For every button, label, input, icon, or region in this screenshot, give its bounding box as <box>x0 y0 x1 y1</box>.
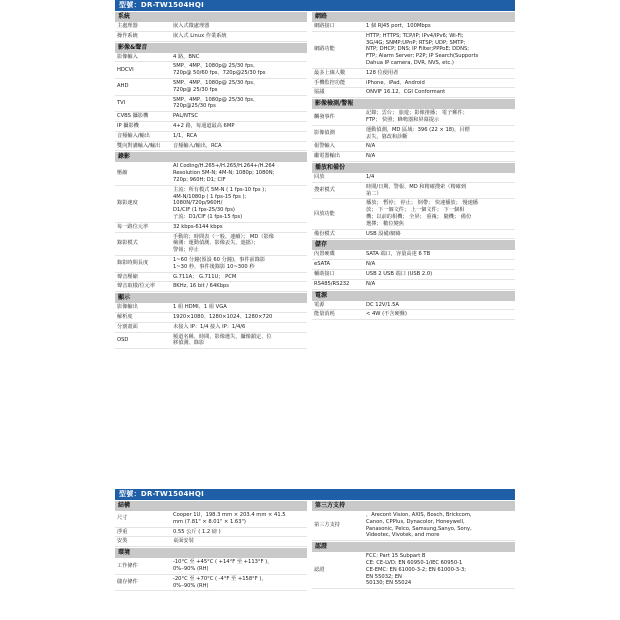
spec-label: 網路功能 <box>314 46 335 53</box>
spec-value: 桌面安裝 <box>173 538 194 545</box>
section-header: 儲存 <box>312 240 515 250</box>
spec-value: G.711A； G.711U； PCM <box>173 273 237 280</box>
spec-value: 1920×1080、1280×1024、1280×720 <box>173 313 273 320</box>
spec-value: N/A <box>366 153 376 160</box>
model-title-bar: 型號：DR-TW1504HQI <box>115 0 515 11</box>
spec-value: ONVIF 16.12、CGI Conformant <box>366 89 446 96</box>
spec-label: 能量消耗 <box>314 311 335 318</box>
spec-sheet-upper <box>115 0 515 347</box>
spec-row <box>115 132 307 142</box>
spec-row <box>312 270 515 280</box>
spec-label: 錄影時間長度 <box>117 260 149 267</box>
spec-label: OSD <box>117 336 129 343</box>
spec-row <box>115 323 307 333</box>
spec-value: 播放； 暫停； 停止； 倒帶； 快速播放； 慢速播 放； 下一個文件； 上一個文件； 下一個相 機；以前的相機； 全屏； 重複； 隨機； 備份 選擇； 數位變焦 <box>366 200 478 227</box>
spec-column-left <box>115 11 307 349</box>
spec-value: 5MP、4MP、1080p@ 25/30 fps、 720p@25/30 fps <box>173 96 259 110</box>
spec-row <box>312 88 515 98</box>
spec-row <box>115 511 307 528</box>
spec-value: DC 12V/1.5A <box>366 301 399 308</box>
spec-column-right <box>312 500 515 589</box>
spec-value: ，Arecont Vision, AXIS, Bosch, Brickcom, Canon, CPPlus, Dynacolor, Honeywell, Panasonic, Pelco, Samsung,Sanyo, Sony, Videotec, Vivotek, and more <box>366 512 472 539</box>
spec-value: AI Coding/H.265+/H.265/H.264+/H.264 Resolution 5M-N; 4M-N; 1080p; 1080N; 720p; 960H; D1; CIF <box>173 163 275 183</box>
spec-row <box>115 303 307 313</box>
spec-row <box>115 112 307 122</box>
spec-row <box>115 558 307 575</box>
spec-row <box>312 310 515 320</box>
spec-label: IP 攝影機 <box>117 122 139 129</box>
spec-row <box>115 32 307 42</box>
spec-label: 安裝 <box>117 538 128 545</box>
spec-label: AHD <box>117 83 129 90</box>
spec-row <box>115 96 307 113</box>
spec-label: 影像輸入 <box>117 53 138 60</box>
spec-value: 音頻輸入/輸出，RCA <box>173 142 222 149</box>
spec-value: USB 2 USB 端口 (USB 2.0) <box>366 270 433 277</box>
spec-row <box>312 32 515 69</box>
spec-row <box>115 62 307 79</box>
spec-value: 1 組 HDMI、1 組 VGA <box>173 304 227 311</box>
spec-value: 5MP、4MP、1080p@ 25/30 fps、 720p@ 25/30 fps <box>173 79 259 93</box>
spec-row <box>115 233 307 256</box>
section-header: 系統 <box>115 12 307 22</box>
spec-value: 運動偵測，MD 區域：396 (22 × 18)，目標 丟失，篡改和診斷 <box>366 126 470 140</box>
spec-label: 認證 <box>314 566 325 573</box>
spec-row <box>115 537 307 547</box>
spec-value: 1/1，RCA <box>173 132 198 139</box>
spec-value: -10°C 至 +45°C ( +14°F 至 +113°F )， 0%–90% (RH) <box>173 559 273 572</box>
spec-value: 4+2 路，每通道最高 6MP <box>173 122 235 129</box>
spec-label: 壓縮 <box>117 170 128 177</box>
section-header: 環境 <box>115 548 307 558</box>
section-header: 影像&聲音 <box>115 43 307 53</box>
spec-label: HDCVI <box>117 66 134 73</box>
spec-row <box>312 511 515 541</box>
spec-label: 手機監控功能 <box>314 79 346 86</box>
spec-value: 128 位使用者 <box>366 69 399 76</box>
spec-row <box>312 69 515 79</box>
model-title-bar: 型號：DR-TW1504HQI <box>115 489 515 500</box>
spec-value: -20°C 至 +70°C ( -4°F 至 +158°F )， 0%–90% (RH) <box>173 575 267 589</box>
spec-row <box>115 273 307 283</box>
spec-row <box>115 162 307 185</box>
section-header: 錄影 <box>115 152 307 162</box>
spec-label: 主處理器 <box>117 23 138 29</box>
spec-row <box>312 250 515 260</box>
spec-label: 回放功能 <box>314 210 335 217</box>
spec-label: 內置硬碟 <box>314 251 335 258</box>
spec-value: 32 kbps-6144 kbps <box>173 223 223 230</box>
spec-value: 8KHz, 16 bit / 64Kbps <box>173 283 229 290</box>
spec-row <box>115 528 307 538</box>
section-header: 影像檢測/警報 <box>312 99 515 109</box>
spec-row <box>115 122 307 132</box>
spec-row <box>312 552 515 589</box>
spec-column-right <box>312 11 515 320</box>
section-header: 顯示 <box>115 293 307 303</box>
spec-row <box>115 22 307 32</box>
section-header: 第三方支持 <box>312 501 515 511</box>
spec-row <box>312 126 515 143</box>
spec-label: RS485/RS232 <box>314 280 350 287</box>
spec-label: 解析度 <box>117 313 133 320</box>
spec-label: 分割畫面 <box>117 323 138 330</box>
spec-label: 錄影速度 <box>117 200 138 207</box>
spec-label: 影像偵測 <box>314 130 335 137</box>
spec-label: 聲音壓縮 <box>117 273 138 280</box>
spec-value: 1/4 <box>366 173 375 180</box>
spec-row <box>312 260 515 270</box>
spec-row <box>115 186 307 223</box>
spec-label: 最多上線人數 <box>314 69 346 76</box>
spec-value: 5MP、4MP、1080p@ 25/30 fps、 720p@ 50/60 fps、720p@25/30 fps <box>173 63 266 77</box>
section-header: 認證 <box>312 542 515 552</box>
spec-value: 1~60 分鐘(預設 60 分鐘)，事件前錄影 1~30 秒，事件後錄影 10~300 秒 <box>173 256 266 270</box>
spec-row <box>312 230 515 240</box>
spec-row <box>312 301 515 311</box>
spec-label: 網路接口 <box>314 23 335 29</box>
spec-row <box>115 142 307 152</box>
spec-value: 4 路，BNC <box>173 53 200 60</box>
spec-value: iPhone、iPad、Android <box>366 79 425 86</box>
section-header: 網路 <box>312 12 515 22</box>
spec-label: 輔助接口 <box>314 270 335 277</box>
spec-label: 操作系統 <box>117 32 138 39</box>
spec-row <box>312 152 515 162</box>
spec-value: 1 個 RJ45 port，100Mbps <box>366 23 431 29</box>
spec-label: eSATA <box>314 261 331 268</box>
spec-value: FCC: Part 15 Subpart B CE: CE-LVD: EN 60950-1/IEC 60950-1 CE-EMC: EN 61000-3-2; EN 61000-3-3; EN 55032; EN 50130; EN 55024 <box>366 553 466 587</box>
spec-value: 0.55 公斤 ( 1.2 磅 ) <box>173 528 221 535</box>
spec-label: 備份模式 <box>314 230 335 237</box>
spec-row <box>312 280 515 290</box>
spec-label: 音頻輸入/輸出 <box>117 132 150 139</box>
spec-row <box>312 79 515 89</box>
spec-label: 繼電器輸出 <box>314 153 340 160</box>
spec-label: 儲存條件 <box>117 579 138 586</box>
spec-column-left <box>115 500 307 591</box>
spec-value: N/A <box>366 261 376 268</box>
spec-value: Cooper 1U，198.3 mm × 203.4 mm × 41.5 mm (7.81" × 8.01" × 1.63") <box>173 512 286 525</box>
spec-value: < 4W (不含硬盤) <box>366 311 407 318</box>
spec-label: 尺寸 <box>117 515 128 522</box>
spec-label: CVBS 攝影機 <box>117 113 149 120</box>
spec-label: 雙向對講輸入/輸出 <box>117 142 161 149</box>
spec-value: 頻道名稱、時間、影像遺失、攝像鎖定、位 移偵測、錄影 <box>173 333 272 347</box>
spec-row <box>312 109 515 126</box>
spec-value: 主流：所有模式 5M-N ( 1 fps-10 fps )； 4M-N/1080p ( 1 fps-15 fps )； 1080N/720p/960H/ D1/CIF (1 fps-25/30 fps) 子流：D1/CIF (1 fps-15 fps) <box>173 186 270 220</box>
spec-row <box>312 22 515 32</box>
spec-label: 錄影模式 <box>117 240 138 247</box>
spec-label: TVI <box>117 99 126 106</box>
spec-label: 電源 <box>314 301 325 308</box>
spec-value: N/A <box>366 143 376 150</box>
spec-row <box>115 313 307 323</box>
spec-value: USB 設備/網絡 <box>366 230 401 237</box>
section-header: 電源 <box>312 291 515 301</box>
spec-value: HTTP; HTTPS; TCP/IP; IPv4/IPv6; Wi-Fi; 3G/4G; SNMP;UPnP; RTSP; UDP; SMTP; NTP; DHCP; DNS; IP Filter;PPPoE; DDNS; FTP; Alarm Server; P2P; IP Search(Supports Dahua IP camera, DVR, NVS, etc.) <box>366 32 479 66</box>
spec-row <box>115 53 307 63</box>
spec-label: 聲音取樣/位元率 <box>117 283 156 290</box>
spec-label: 協議 <box>314 89 325 96</box>
spec-value: 未接入 IP：1/4 接入 IP：1/4/6 <box>173 323 246 330</box>
spec-sheet-lower <box>115 489 515 589</box>
section-header: 播放和備份 <box>312 163 515 173</box>
spec-row <box>115 79 307 96</box>
spec-label: 影像輸出 <box>117 304 138 311</box>
spec-row <box>312 142 515 152</box>
spec-row <box>312 199 515 229</box>
spec-value: 嵌入式微處理器 <box>173 23 210 29</box>
spec-value: 嵌入式 Linux 作業系統 <box>173 32 227 39</box>
spec-value: 手動的；時間表（一般、連續）； MD（影像 檢測：運動偵測、影像丟失、遮擋）； 警報；停止 <box>173 233 274 254</box>
spec-value: N/A <box>366 280 376 287</box>
section-header: 結構 <box>115 501 307 511</box>
spec-row <box>115 223 307 233</box>
spec-label: 每一路位元率 <box>117 223 149 230</box>
spec-label: 工作條件 <box>117 562 138 569</box>
spec-label: 搜索模式 <box>314 187 335 194</box>
spec-label: 淨重 <box>117 528 128 535</box>
spec-row <box>115 333 307 350</box>
spec-row <box>312 173 515 183</box>
spec-value: 記錄；雲台； 旅遊；影像推播； 電子郵件； FTP； 快照；蜂鳴器和屏幕提示 <box>366 110 468 123</box>
spec-label: 第三方支持 <box>314 522 340 529</box>
spec-value: SATA 端口，容量高達 6 TB <box>366 251 431 258</box>
spec-label: 報警輸入 <box>314 143 335 150</box>
spec-label: 回放 <box>314 173 325 180</box>
spec-row <box>312 183 515 200</box>
spec-value: 時間/日期、警報、MD 和精確搜索（精確到 第二） <box>366 183 467 197</box>
spec-label: 觸發事件 <box>314 113 335 120</box>
spec-value: PAL/NTSC <box>173 113 198 120</box>
spec-row <box>115 575 307 592</box>
spec-row <box>115 282 307 292</box>
spec-row <box>115 256 307 273</box>
